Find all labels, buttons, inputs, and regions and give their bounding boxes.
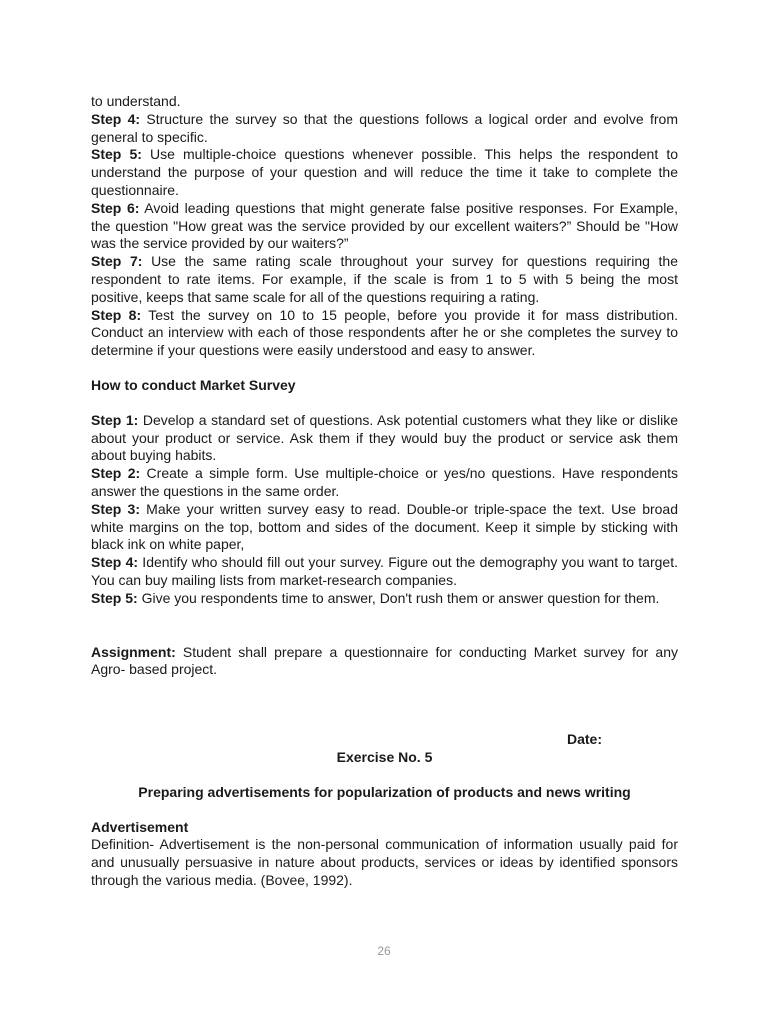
step-text: Use the same rating scale throughout your survey for questions requiring the respondent to rate items. For example, if the scale is from 1 to 5 with 5 being the most positive, keeps that same scale for all of the questions requiring a rating.: [91, 253, 678, 305]
step-text: Create a simple form. Use multiple-choice or yes/no questions. Have respondents answer the questions in the same order.: [91, 465, 678, 499]
document-body: [91, 93, 678, 890]
page-number: 26: [377, 944, 391, 958]
intro-tail: to understand.: [91, 93, 181, 109]
market-step-2: [91, 465, 678, 501]
market-step-5: [91, 590, 678, 608]
exercise-title: Exercise No. 5: [336, 748, 433, 765]
step-text: Develop a standard set of questions. Ask potential customers what they like or dislike about your product or service. Ask them if they would buy the product or service ask them about buying habits.: [91, 411, 678, 464]
design-step-4: [91, 111, 678, 147]
assignment-label: Assignment:: [91, 643, 176, 660]
market-step-4: [91, 554, 678, 590]
step-label: Step 4:: [91, 554, 139, 571]
assignment-text: Student shall prepare a questionnaire for conducting Market survey for any Agro- based project.: [91, 643, 678, 678]
market-survey-heading: How to conduct Market Survey: [91, 376, 296, 393]
design-step-7: [91, 253, 678, 306]
step-text: Make your written survey easy to read. Double-or triple-space the text. Use broad white margins on the top, bottom and sides of the document. Keep it simple by sticking with black ink on white paper,: [91, 500, 678, 553]
step-text: Give you respondents time to answer, Don't rush them or answer question for them.: [137, 589, 660, 606]
step-text: Avoid leading questions that might generate false positive responses. For Example, the question "How great was the service provided by our excellent waiters?” Should be "How was the service provided by our waiters?”: [91, 199, 678, 252]
step-label: Step 1:: [91, 411, 139, 428]
step-label: Step 3:: [91, 500, 140, 517]
design-step-6: [91, 200, 678, 253]
step-text: Identify who should fill out your survey. Figure out the demography you want to target. You can buy mailing lists from market-research companies.: [91, 554, 678, 588]
step-label: Step 4:: [91, 110, 141, 127]
market-step-3: [91, 501, 678, 554]
advertisement-definition: Definition- Advertisement is the non-personal communication of information usually paid for and unusually persuasive in nature about products, services or ideas by identified sponsors through the various media. (Bovee, 1992).: [91, 836, 678, 888]
step-text: Test the survey on 10 to 15 people, before you provide it for mass distribution. Conduct an interview with each of those respondents after he or she completes the survey to determine if your questions were easily understood and easy to answer.: [91, 306, 678, 359]
step-label: Step 5:: [91, 589, 138, 606]
exercise-subtitle: Preparing advertisements for popularization of products and news writing: [138, 783, 631, 800]
advertisement-heading: Advertisement: [91, 818, 189, 835]
step-label: Step 2:: [91, 465, 141, 482]
design-step-5: [91, 146, 678, 199]
step-label: Step 7:: [91, 253, 143, 270]
step-label: Step 5:: [91, 146, 142, 163]
market-step-1: [91, 412, 678, 465]
design-step-8: [91, 307, 678, 360]
step-text: Use multiple-choice questions whenever possible. This helps the respondent to understand the purpose of your question and will reduce the time it take to complete the questionnaire.: [91, 146, 678, 198]
date-label: Date:: [566, 731, 602, 748]
assignment: [91, 644, 678, 680]
step-label: Step 6:: [91, 199, 140, 216]
step-text: Structure the survey so that the questions follows a logical order and evolve from general to specific.: [91, 110, 678, 145]
step-label: Step 8:: [91, 306, 142, 323]
